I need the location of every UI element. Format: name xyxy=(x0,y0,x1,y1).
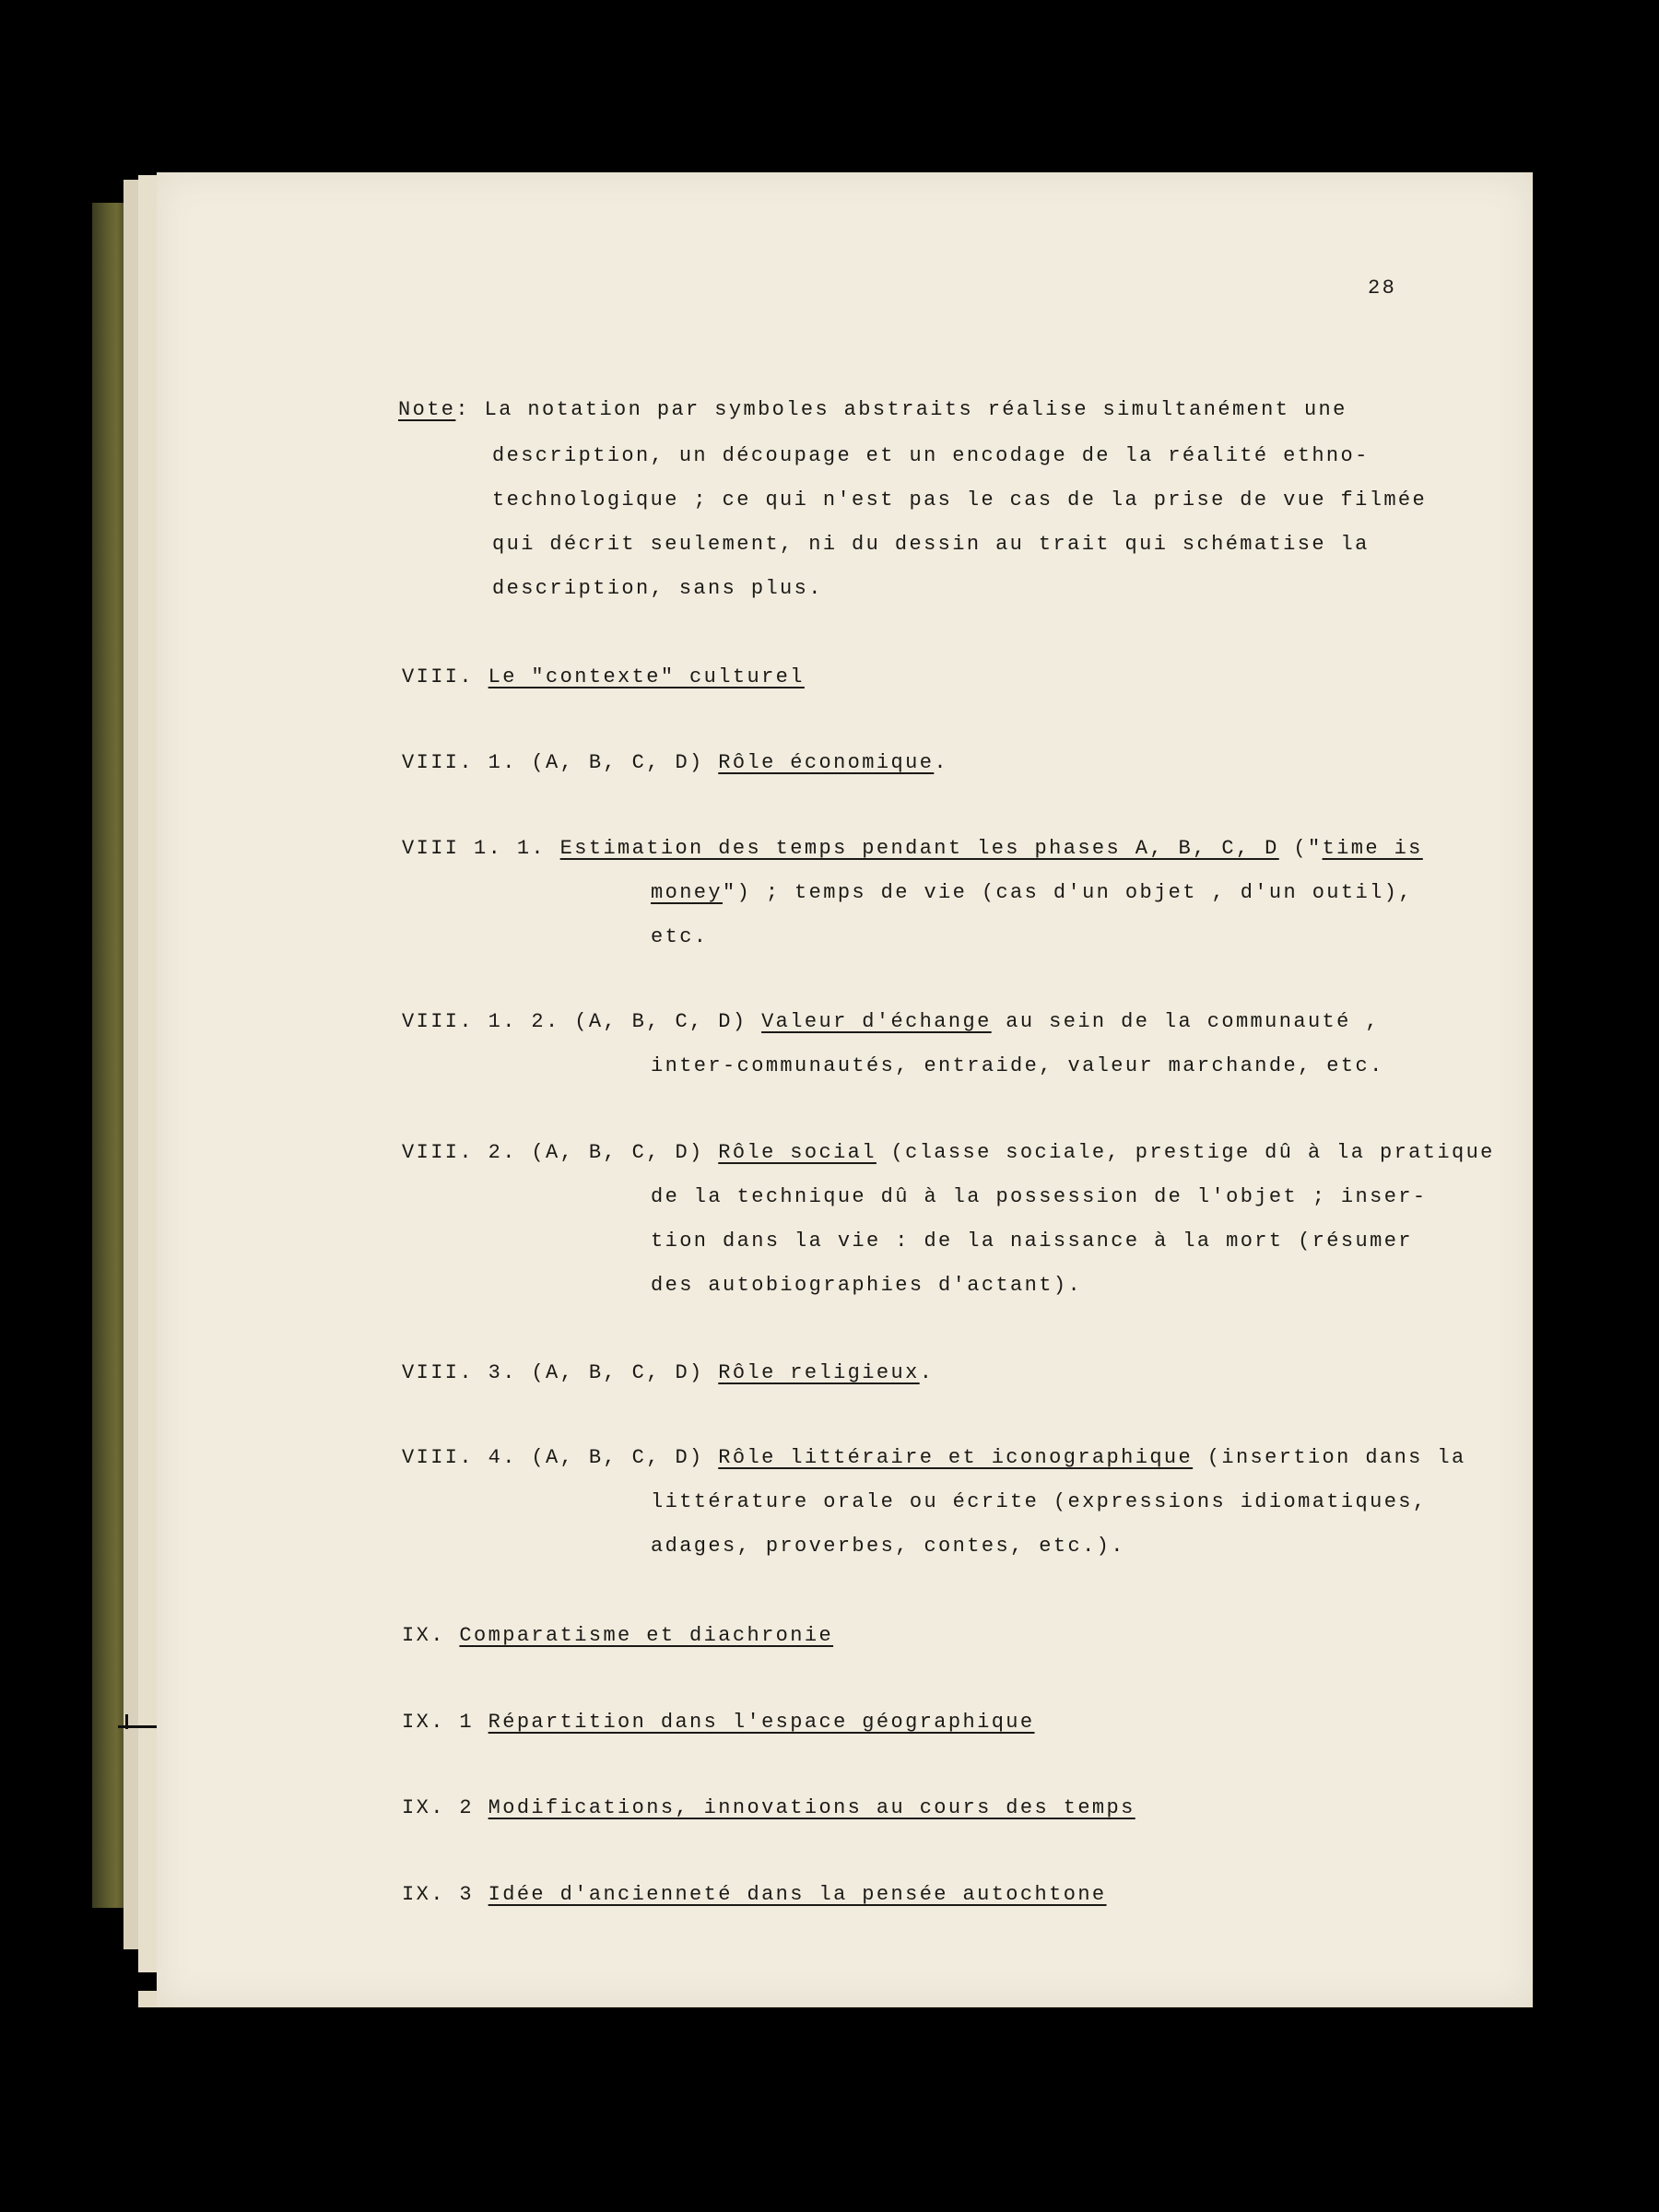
section-title: Idée d'ancienneté dans la pensée autochtone xyxy=(488,1883,1107,1906)
note-label: Note xyxy=(398,398,456,421)
section-heading-ix-2: IX. 2 Modifications, innovations au cours des temps xyxy=(402,1796,1135,1819)
margin-mark xyxy=(118,1725,157,1728)
margin-mark xyxy=(125,1714,128,1729)
note-line-4: qui décrit seulement, ni du dessin au trait qui schématise la xyxy=(492,533,1370,556)
section-heading-viii-1: VIII. 1. (A, B, C, D) Rôle économique. xyxy=(402,751,948,774)
section-title: Rôle économique xyxy=(718,751,935,774)
section-heading-viii-4: VIII. 4. (A, B, C, D) Rôle littéraire et iconographique (insertion dans la xyxy=(402,1446,1466,1469)
section-title: Valeur d'échange xyxy=(761,1010,992,1033)
section-heading-ix-1: IX. 1 Répartition dans l'espace géographique xyxy=(402,1711,1035,1734)
note-line-3: technologique ; ce qui n'est pas le cas de la prise de vue filmée xyxy=(492,488,1428,512)
section-title: Le "contexte" culturel xyxy=(488,665,805,688)
section-title: Répartition dans l'espace géographique xyxy=(488,1711,1035,1734)
binding-spine xyxy=(92,203,127,1908)
section-heading-ix-3: IX. 3 Idée d'ancienneté dans la pensée autochtone xyxy=(402,1883,1107,1906)
section-text-line: money") ; temps de vie (cas d'un objet , d'un outil), xyxy=(651,881,1413,904)
section-text-line: de la technique dû à la possession de l'objet ; inser- xyxy=(651,1185,1428,1208)
section-title: Rôle social xyxy=(718,1141,877,1164)
section-text-line: etc. xyxy=(651,925,709,948)
section-heading-viii-3: VIII. 3. (A, B, C, D) Rôle religieux. xyxy=(402,1361,935,1384)
section-heading-viii: VIII. Le "contexte" culturel xyxy=(402,665,805,688)
section-title: Rôle littéraire et iconographique xyxy=(718,1446,1194,1469)
section-text-line: littérature orale ou écrite (expressions idiomatiques, xyxy=(651,1490,1428,1513)
section-title: Estimation des temps pendant les phases A, B, C, D xyxy=(559,837,1279,860)
section-text-line: inter-communautés, entraide, valeur marchande, etc. xyxy=(651,1054,1384,1077)
page-number: 28 xyxy=(1368,276,1397,300)
section-text-line: des autobiographies d'actant). xyxy=(651,1274,1083,1297)
section-heading-viii-2: VIII. 2. (A, B, C, D) Rôle social (classe sociale, prestige dû à la pratique xyxy=(402,1141,1495,1164)
section-heading-viii-1-1: VIII 1. 1. Estimation des temps pendant les phases A, B, C, D ("time is xyxy=(402,837,1423,860)
section-text-line: adages, proverbes, contes, etc.). xyxy=(651,1535,1125,1558)
section-title: Rôle religieux xyxy=(718,1361,920,1384)
section-title: Comparatisme et diachronie xyxy=(459,1624,834,1647)
section-text-line: tion dans la vie : de la naissance à la mort (résumer xyxy=(651,1230,1413,1253)
section-title: Modifications, innovations au cours des temps xyxy=(488,1796,1135,1819)
section-heading-ix: IX. Comparatisme et diachronie xyxy=(402,1624,834,1647)
note-line-1: Note: La notation par symboles abstraits réalise simultanément une xyxy=(398,398,1347,421)
note-line-5: description, sans plus. xyxy=(492,577,823,600)
page-stack-edge xyxy=(138,175,158,1972)
section-heading-viii-1-2: VIII. 1. 2. (A, B, C, D) Valeur d'échange au sein de la communauté , xyxy=(402,1010,1380,1033)
note-line-2: description, un découpage et un encodage de la réalité ethno- xyxy=(492,444,1370,467)
